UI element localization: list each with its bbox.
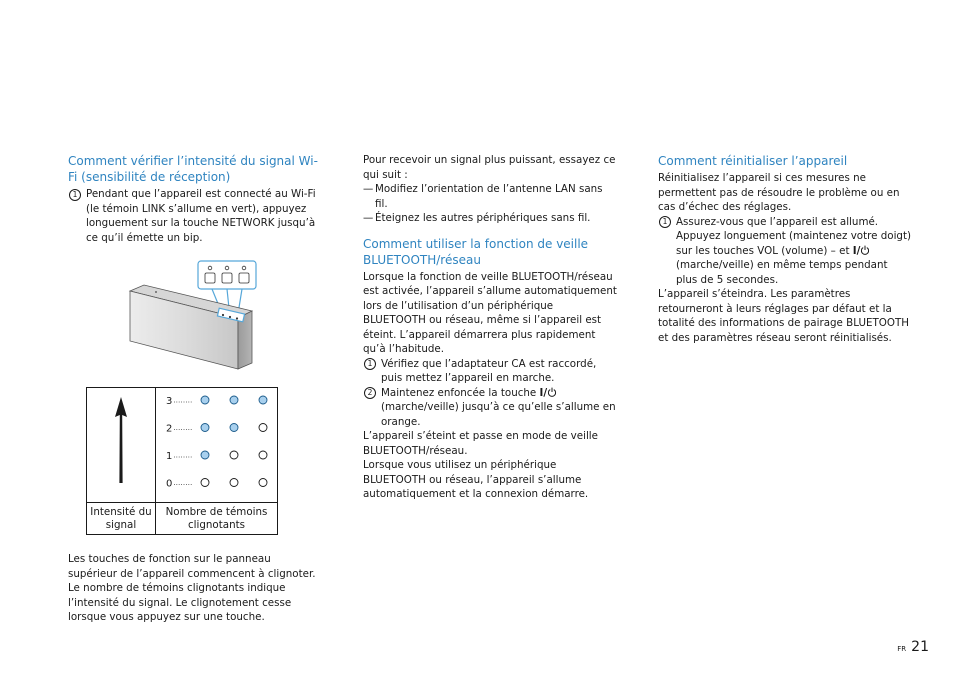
bullet-devices — [363, 211, 617, 226]
indicator-lit — [230, 424, 238, 432]
signal-arrow-cell — [87, 388, 156, 503]
column-reset — [658, 153, 912, 345]
heading-reset: Comment réinitialiser l’appareil — [658, 154, 848, 168]
signal-indicator-cell — [156, 388, 278, 503]
step-text: (marche/veille) en même temps pendant plus de 5 secondes. — [676, 259, 888, 286]
step-text: Vérifiez que l’adaptateur CA est raccordé, puis mettez l’appareil en marche. — [381, 357, 597, 384]
step-number: 1 — [364, 358, 376, 370]
step-text: Assurez-vous que l’appareil est allumé. Appuyez longuement (maintenez votre doigt) sur les touches VOL (volume) – et — [676, 215, 912, 257]
indicator-off — [259, 479, 267, 487]
step-text: Maintenez enfoncée la touche — [381, 386, 540, 399]
step-1-adapter — [363, 357, 617, 386]
signal-explanation: Les touches de fonction sur le panneau supérieur de l’appareil commencent à clignoter. Le nombre de témoins clignotants indique l’intensité du signal. Le clignotement cesse lorsque vous appuyez sur une touche. — [68, 553, 316, 623]
dash-mark: — — [363, 212, 374, 224]
label-signal-strength: Intensité du signal — [87, 503, 156, 535]
dash-mark: — — [363, 183, 374, 195]
step-text: (marche/veille) jusqu’à ce qu’elle s’allume en orange. — [381, 401, 616, 428]
step-text: Pendant que l’appareil est connecté au Wi-Fi (le témoin LINK s’allume en vert), appuyez longuement sur la touche NETWORK jusqu’à ce qu’il émette un bip. — [86, 188, 316, 244]
power-key-label: I/ — [539, 386, 548, 399]
power-key-label: I/ — [852, 244, 861, 257]
language-code: FR — [897, 645, 907, 653]
speaker-body — [130, 285, 252, 369]
standby-body: Lorsque la fonction de veille BLUETOOTH/réseau est activée, l’appareil s’allume automatiquement lors de l’utilisation d’un périphérique BLUETOOTH ou réseau, même si l’appareil est éteint. L’appareil démarrera plus rapidement qu’à l’habitude. — [363, 270, 617, 355]
signal-level-label: 3 — [165, 396, 172, 407]
indicator-off — [201, 479, 209, 487]
column-standby — [363, 153, 617, 502]
step-number: 2 — [364, 387, 376, 399]
indicator-off — [259, 424, 267, 432]
page-number-value: 21 — [911, 639, 929, 655]
standby-result: L’appareil s’éteint et passe en mode de veille BLUETOOTH/réseau. — [363, 430, 599, 457]
indicator-lit — [230, 396, 238, 404]
signal-indicator-grid — [157, 388, 277, 498]
indicator-off — [230, 451, 238, 459]
signal-arrow-icon — [111, 395, 131, 491]
bullet-antenna — [363, 182, 617, 211]
standby-autostart: Lorsque vous utilisez un périphérique BLUETOOTH ou réseau, l’appareil s’allume automatiquement et la connexion démarre. — [363, 459, 589, 500]
improve-signal-intro: Pour recevoir un signal plus puissant, essayez ce qui suit : — [363, 154, 616, 181]
signal-level-label: 2 — [165, 423, 172, 435]
step-number: 1 — [659, 216, 671, 228]
bullet-text: Modifiez l’orientation de l’antenne LAN sans fil. — [375, 183, 603, 210]
signal-level-label: 1 — [165, 451, 172, 462]
page-number — [897, 636, 929, 655]
power-icon — [547, 387, 557, 397]
heading-check-signal: Comment vérifier l’intensité du signal Wi-Fi (sensibilité de réception) — [68, 154, 318, 184]
reset-intro: Réinitialisez l’appareil si ces mesures ne permettent pas de résoudre le problème ou en cas d’échec des réglages. — [658, 172, 900, 213]
speaker-illustration — [128, 259, 268, 371]
indicator-off — [259, 451, 267, 459]
step-1-hold-network — [68, 187, 320, 245]
label-blinking-count: Nombre de témoins clignotants — [156, 503, 278, 535]
power-icon — [860, 245, 870, 255]
step-number: 1 — [69, 189, 81, 201]
heading-standby: Comment utiliser la fonction de veille BLUETOOTH/réseau — [363, 236, 589, 267]
indicator-lit — [201, 451, 209, 459]
reset-result: L’appareil s’éteindra. Les paramètres retourneront à leurs réglages par défaut et la totalité des informations de pairage BLUETOOTH et des paramètres réseau seront réinitialisés. — [658, 288, 910, 344]
signal-strength-table — [86, 387, 278, 535]
indicator-lit — [259, 396, 267, 404]
indicator-off — [230, 479, 238, 487]
bullet-text: Éteignez les autres périphériques sans fil. — [375, 212, 591, 224]
signal-level-label: 0 — [165, 478, 172, 490]
indicator-lit — [201, 396, 209, 404]
indicator-lit — [201, 424, 209, 432]
step-2-hold-power — [363, 386, 617, 430]
column-wifi-signal — [68, 153, 320, 625]
step-1-reset — [658, 215, 912, 288]
